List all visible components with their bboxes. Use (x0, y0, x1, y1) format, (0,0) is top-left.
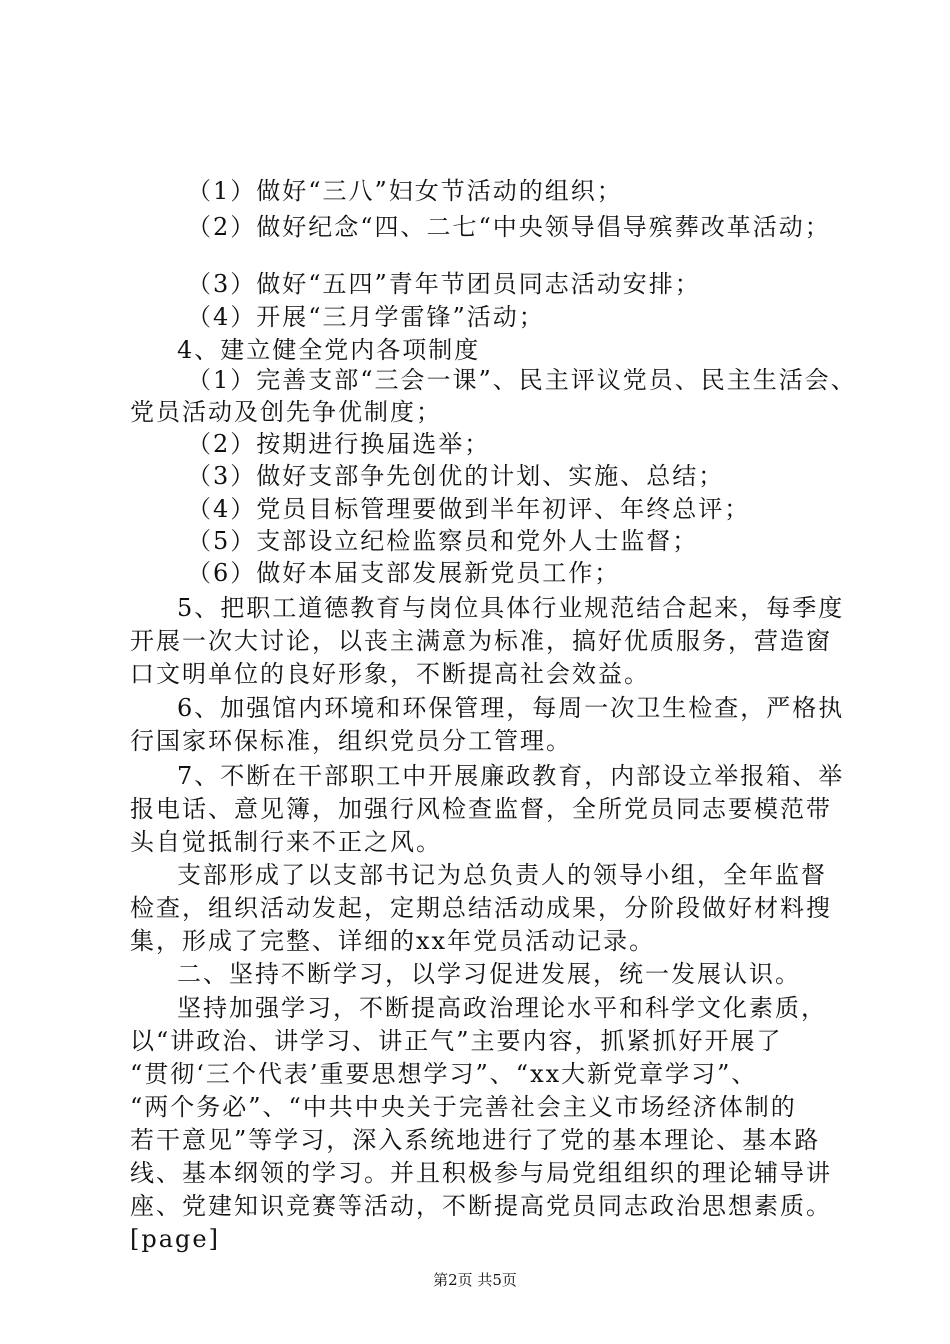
text-line: 6、加强馆内环境和环保管理，每周一次卫生检查，严格执 (177, 694, 845, 722)
text-line: （4）党员目标管理要做到半年初评、年终总评； (187, 495, 751, 523)
text-line: 报电话、意见簿，加强行风检查监督，全所党员同志要模范带 (130, 795, 832, 823)
text-line: 口文明单位的良好形象，不断提高社会效益。 (130, 660, 650, 688)
text-line: （1）做好“三八”妇女节活动的组织； (187, 177, 623, 205)
text-line: （2）按期进行换届选举； (187, 430, 491, 458)
text-line: 检查，组织活动发起，定期总结活动成果，分阶段做好材料搜 (130, 894, 832, 922)
text-line: 4、建立健全党内各项制度 (177, 336, 481, 364)
text-line: （6）做好本届支部发展新党员工作； (187, 559, 621, 587)
text-line: 行国家环保标准，组织党员分工管理。 (130, 727, 572, 755)
section-heading: 二、坚持不断学习，以学习促进发展，统一发展认识。 (177, 960, 801, 988)
text-line: 开展一次大讨论，以丧主满意为标准，搞好优质服务，营造窗 (130, 627, 832, 655)
text-line: “贯彻‘三个代表’重要思想学习”、“xx大新党章学习”、 (130, 1060, 758, 1088)
text-line: 头自觉抵制行来不正之风。 (130, 828, 442, 856)
text-line: 5、把职工道德教育与岗位具体行业规范结合起来，每季度 (177, 594, 845, 622)
text-line: （5）支部设立纪检监察员和党外人士监督； (187, 527, 699, 555)
text-line: （1）完善支部“三会一课”、民主评议党员、民主生活会、 (187, 366, 857, 394)
text-line: 以“讲政治、讲学习、讲正气”主要内容，抓紧抓好开展了 (130, 1027, 783, 1055)
text-line: 支部形成了以支部书记为总负责人的领导小组，全年监督 (177, 861, 827, 889)
text-line: （3）做好“五四”青年节团员同志活动安排； (187, 270, 701, 298)
text-line: 7、不断在干部职工中开展廉政教育，内部设立举报箱、举 (177, 762, 845, 790)
text-line: 坚持加强学习，不断提高政治理论水平和科学文化素质， (177, 994, 827, 1022)
text-line: 若干意见”等学习，深入系统地进行了党的基本理论、基本路 (130, 1126, 821, 1154)
text-line: （3）做好支部争先创优的计划、实施、总结； (187, 462, 725, 490)
text-line: 座、党建知识竞赛等活动，不断提高党员同志政治思想素质。 (130, 1192, 832, 1220)
page-marker: [page] (130, 1225, 220, 1253)
text-line: （4）开展“三月学雷锋”活动； (187, 303, 545, 331)
text-line: （2）做好纪念“四、二七“中央领导倡导殡葬改革活动； (187, 213, 831, 241)
text-line: 党员活动及创先争优制度； (130, 398, 442, 426)
text-line: 线、基本纲领的学习。并且积极参与局党组组织的理论辅导讲 (130, 1159, 832, 1187)
page-number-footer: 第2页 共5页 (433, 1271, 517, 1289)
text-line: “两个务必”、“中共中央关于完善社会主义市场经济体制的 (130, 1093, 797, 1121)
text-line: 集，形成了完整、详细的xx年党员活动记录。 (130, 927, 656, 955)
